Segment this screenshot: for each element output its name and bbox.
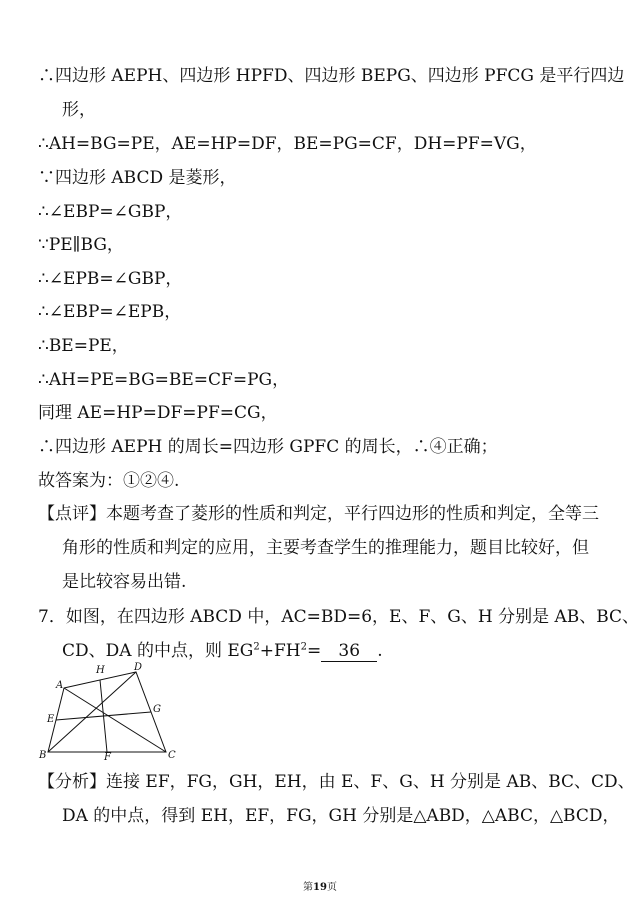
page-footer <box>0 878 640 893</box>
label-b: B <box>39 750 47 760</box>
label-f: F <box>104 752 111 760</box>
solution-line-1: ∴四边形 AEPH、四边形 HPFD、四边形 BEPG、四边形 PFCG 是平行四边 <box>38 66 625 86</box>
equals-sign: = <box>306 641 322 661</box>
solution-line-2: 形， <box>62 100 96 120</box>
question-text: +FH <box>259 641 301 661</box>
footer-prefix: 第 <box>303 882 314 893</box>
solution-line-7: ∴∠EPB=∠GBP， <box>38 269 183 289</box>
label-h: H <box>96 665 105 676</box>
label-c: C <box>168 750 176 760</box>
solution-line-11: 同理 AE=HP=DF=PF=CG， <box>38 403 278 423</box>
solution-line-12: ∴四边形 AEPH 的周长=四边形 GPFC 的周长，∴④正确； <box>38 437 498 457</box>
label-a: A <box>56 680 64 691</box>
question-text: CD、DA 的中点，则 EG <box>62 641 254 661</box>
comment-line-1: 【点评】本题考查了菱形的性质和判定，平行四边形的性质和判定，全等三 <box>38 504 599 524</box>
comment-line-3: 是比较容易出错. <box>62 572 187 592</box>
comment-line-2: 角形的性质和判定的应用，主要考查学生的推理能力，题目比较好，但 <box>62 538 589 558</box>
exponent: 2 <box>253 641 260 653</box>
analysis-line-2: DA 的中点，得到 EH，EF，FG，GH 分别是△ABD，△ABC，△BCD， <box>62 806 620 826</box>
quadrilateral-figure <box>36 660 186 760</box>
solution-line-5: ∴∠EBP=∠GBP， <box>38 202 183 222</box>
solution-line-10: ∴AH=PE=BG=BE=CF=PG， <box>38 370 290 390</box>
exponent: 2 <box>300 641 307 653</box>
footer-suffix: 页 <box>326 882 337 893</box>
label-d: D <box>134 662 143 673</box>
solution-line-13: 故答案为：①②④. <box>38 471 180 491</box>
answer-blank: 36 <box>321 641 377 662</box>
solution-line-4: ∵四边形 ABCD 是菱形， <box>38 168 237 188</box>
label-g: G <box>153 704 161 715</box>
page-number: 19 <box>313 882 327 893</box>
solution-line-8: ∴∠EBP=∠EPB， <box>38 302 182 322</box>
solution-line-9: ∴BE=PE， <box>38 336 129 356</box>
analysis-line-1: 【分析】连接 EF，FG，GH，EH，由 E、F、G、H 分别是 AB、BC、CD、 <box>38 772 635 792</box>
label-e: E <box>47 714 55 725</box>
question-line-1: 7．如图，在四边形 ABCD 中，AC=BD=6，E、F、G、H 分别是 AB、BC、 <box>38 607 640 627</box>
solution-line-3: ∴AH=BG=PE，AE=HP=DF，BE=PG=CF，DH=PF=VG， <box>38 134 537 154</box>
period: . <box>377 641 383 661</box>
solution-line-6: ∵PE∥BG， <box>38 235 124 255</box>
diagonal-ac <box>64 688 166 752</box>
